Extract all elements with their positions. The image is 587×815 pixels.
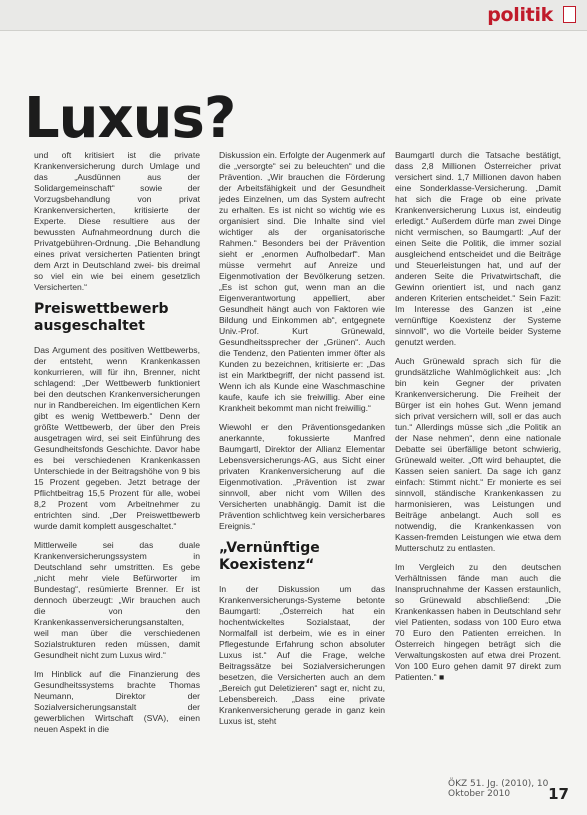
header-bar	[0, 0, 587, 31]
article-column-2	[219, 150, 385, 735]
article-headline: Luxus?	[24, 86, 236, 151]
paragraph-text: Im Vergleich zu den deutschen Verhältnissen fände man auch die Inanspruchnahme der Kassen erstaunlich, so Grünewald abschließend: „Die Krankenkassen haben in Deutschland sehr viel Patienten, sodass von 100 Euro etwa 70 Euro den Patienten erreichen. In Österreich hingegen beträgt sich die Verwaltungskosten auf etwa drei Prozent. Von 100 Euro gehen damit 97 direkt zum Patienten.“	[395, 562, 561, 682]
article-column-1	[34, 150, 200, 743]
paragraph	[395, 562, 561, 683]
subheading: Preiswettbewerb ausgeschaltet	[34, 301, 169, 334]
page-number: 17	[548, 785, 569, 803]
footer-issue-line: ÖKZ 51. Jg. (2010), 10 Oktober 2010	[448, 779, 549, 799]
section-marker-box	[563, 6, 576, 23]
paragraph: Im Hinblick auf die Finanzierung des Gesundheitssystems brachte Thomas Neumann, Direktor der Sozialversicherungsanstalt der gewerblichen Wirtschaft (SVA), einen neuen Aspekt in die	[34, 669, 200, 734]
paragraph: Wiewohl er den Präventionsgedanken anerkannte, fokussierte Manfred Baumgartl, Direktor der Allianz Elementar Lebensversicherungs-AG, aus Sicht einer privaten Krankenversicherung auf die Eigenmotivation. „Prävention ist zwar sinnvoll, aber nicht vom Willen des Versicherten unabhängig. Damit ist die Prävention schlichtweg kein versicherbares Ereignis.“	[219, 422, 385, 531]
subheading: „Vernünftige Koexistenz“	[219, 540, 320, 573]
paragraph: Diskussion ein. Erfolgte der Augenmerk auf die „versorgte“ sei zu beleuchten“ und die Prävention. „Wir brauchen die Förderung der Arbeitsfähigkeit und der Gesundheit jedes Einzelnen, um das System aufrecht zu erhalten. Es ist nicht so wichtig wie es organisiert sind. Die Inhalte sind viel wichtiger als der organisatorische Rahmen.“ Besonders bei der Prävention sieht er „enormen Aufholbedarf“. Man müsse vermehrt auf Anreize und Eigenmotivation der Bevölkerung setzen. „Es ist schon gut, wenn man an die Eigenverantwortung appelliert, aber Gesundheit hängt auch von Faktoren wie Bildung und Einkommen ab“, entgegnete Univ.-Prof. Kurt Grünewald, Gesundheitssprecher der „Grünen“. Auch die Tendenz, den Patienten immer öfter als Kunden zu bezeichnen, kritisierte er: „Das ist ein Marktbegriff, der nicht passend ist. Wenn ich als Kunde eine Waschmaschine kaufe, kaufe ich sie freiwillig. Aber eine Krankheit bekommt man nicht freiwillig.“	[219, 150, 385, 413]
section-label: politik	[487, 4, 553, 26]
paragraph: und oft kritisiert ist die private Krankenversicherung durch Umlage und das „Ausdünnen aus der Solidargemeinschaft“ sowie der Vorzugsbehandlung von privat Krankenversicherten, kritisierte der Experte. Diese resultiere aus der bewussten Aufnahmeordnung durch die Privatgebühren-Ordnung. „Die Behandlung eines privat versicherten Patienten bringt dem Arzt in Deutschland zwei- bis dreimal so viel ein wie bei einem gesetzlich Versicherten.“	[34, 150, 200, 292]
paragraph: Auch Grünewald sprach sich für die grundsätzliche Wahlmöglichkeit aus: „Ich bin kein Gegner der privaten Krankenversicherung. Die Freiheit der Bürger ist ein hohes Gut. Wenn jemand sich privat versichern will, soll er das auch tun.“ Allerdings müsse sich „die Politik an der Nase nehmen“, denn eine nationale Debatte sei überfällige betont schwierig, Grünewald weiter. „Oft wird behauptet, die Kassen seien saniert. Da sage ich ganz einfach: Stimmt nicht.“ Er monierte es sei sinnvoll, ständische Krankenkassen zu harmonisieren, was Leistungen und Beiträge anbelangt. Auch soll es notwendig, die Krankenkassen von Kassen-fremden Leistungen wie etwa dem Mutterschutz zu entlasten.	[395, 356, 561, 553]
article-column-3	[395, 150, 561, 691]
paragraph: Baumgartl durch die Tatsache bestätigt, dass 2,8 Millionen Österreicher privat versichert sind. 1,7 Millionen davon haben eine Sonderklasse-Versicherung. „Damit hat sich die Frage ob eine private Krankenversicherung Luxus ist, eindeutig erledigt.“ Außerdem dürfe man zwei Dinge nicht vermischen, so Baumgartl: „Auf der einen Seite die Politik, die immer sozial ausgleichend entscheidet und die Beiträge und Steuerleistungen hat, und auf der anderen Seite die Privatwirtschaft, die Gewinn orientiert ist, und nach ganz anderen Kriterien entscheidet.“ Sein Fazit: Im Interesse des Ganzen ist „eine vernünftige Koexistenz der Systeme sinnvoll“, wo die Vorteile beider Systeme genutzt werden.	[395, 150, 561, 347]
paragraph: In der Diskussion um das Krankenversicherungs-Systeme betonte Baumgartl: „Österreich hat ein hochentwickeltes Sozialstaat, der Normalfall ist derbeim, wie es in einer Pflegestunde Erfahrung schon absoluter Luxus ist.“ Auf die Frage, welche Beitragssätze bei Sozialversicherungen besetzen, die Versicherten auch an dem „Bereich gut Deletizieren“ sagt er, nicht zu, Lebensbereich. „Dass eine private Krankenversicherung gerade in ganz kein Luxus ist, steht	[219, 584, 385, 726]
article-end-mark: ■	[438, 672, 445, 682]
paragraph: Das Argument des positiven Wettbewerbs, der entsteht, wenn Krankenkassen konkurrieren, will für ihn, Brenner, nicht schlagend: „Der Wettbewerb funktioniert bei den deutschen Krankenversicherungen nur in Randbereichen. Im eigentlichen Kern gibt es wenig Wettbewerb.“ Denn der größte Wettbewerb, der über den Preis ausgetragen wird, sei seit Einführung des Gesundheitsfonds Geschichte. Davor habe es bei verschiedenen Krankenkassen Unterschiede in der Beitragshöhe von 9 bis 15 Prozent gegeben. Jetzt betrage der Pflichtbeitrag 15,5 Prozent für alle, wobei 8,2 Prozent vom Arbeitnehmer zu entrichten sind. „Der Preiswettbewerb wurde damit komplett ausgeschaltet.“	[34, 345, 200, 531]
paragraph: Mittlerweile sei das duale Krankenversicherungssystem in Deutschland sehr umstritten. Es gebe „nicht mehr viele Befürworter im Bundestag“, resümierte Brenner. Er ist dennoch überzeugt: „Wir brauchen auch die von den Krankenkassenversicherungsanstalten, weil man über die verschiedenen Sozialstrukturen reden müssen, damit Gesundheit nicht zum Luxus wird.“	[34, 540, 200, 660]
